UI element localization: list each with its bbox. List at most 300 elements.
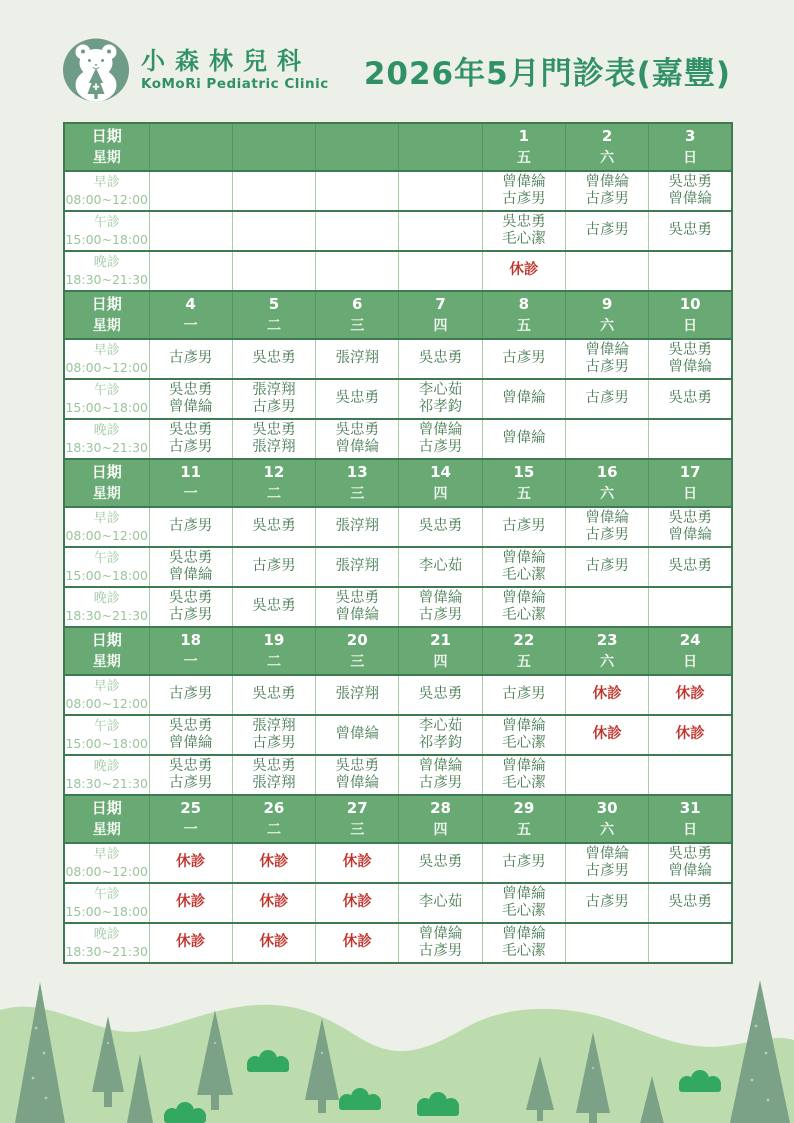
session-name: 午診 <box>93 383 120 398</box>
doctor-slot-cell <box>399 843 482 883</box>
date-number: 8 <box>518 295 530 313</box>
weekday-name: 一 <box>183 654 198 670</box>
day-header-cell <box>399 123 482 171</box>
doctor-slot-cell <box>482 843 565 883</box>
weekday-name: 二 <box>266 318 281 334</box>
week-2-session-row-3 <box>64 419 732 459</box>
session-time-label <box>64 923 149 963</box>
weekday-name: 日 <box>683 150 698 166</box>
session-time-label <box>64 587 149 627</box>
doctor-slot-cell <box>649 507 732 547</box>
forest-footer-illustration <box>0 958 794 1123</box>
doctor-name: 毛心潔 <box>502 567 546 583</box>
doctor-slot-cell <box>316 547 399 587</box>
doctor-slot-cell <box>316 339 399 379</box>
week-4-session-row-1 <box>64 675 732 715</box>
doctor-slot-cell <box>482 379 565 419</box>
date-number: 21 <box>430 631 451 649</box>
empty-slot-cell <box>649 923 732 963</box>
doctor-name: 曾偉綸 <box>668 527 712 543</box>
doctor-name: 張淳翔 <box>252 717 296 734</box>
doctor-slot-cell <box>649 339 732 379</box>
doctor-name: 李心茹 <box>418 381 463 398</box>
doctor-slot-cell <box>482 171 565 211</box>
date-number: 9 <box>601 295 613 313</box>
week-1-session-row-2 <box>64 211 732 251</box>
closed-slot-cell: 休診 <box>316 883 399 923</box>
doctor-name: 曾偉綸 <box>502 717 546 734</box>
session-time-range: 15:00~18:00 <box>65 232 149 247</box>
date-number: 22 <box>513 631 535 649</box>
date-number: 31 <box>679 799 701 817</box>
doctor-name: 曾偉綸 <box>418 421 463 438</box>
doctor-name: 李心茹 <box>418 894 463 911</box>
session-time-range: 15:00~18:00 <box>65 736 149 751</box>
doctor-name: 吳忠勇 <box>668 558 712 575</box>
doctor-name: 曾偉綸 <box>585 509 629 526</box>
doctor-slot-cell <box>149 587 232 627</box>
doctor-name: 吳忠勇 <box>418 518 463 535</box>
empty-slot-cell <box>565 755 648 795</box>
hills-shape <box>0 1005 794 1123</box>
date-weekday-label-cell <box>64 123 149 171</box>
doctor-slot-cell <box>232 379 315 419</box>
day-header-cell <box>482 459 565 507</box>
doctor-slot-cell <box>482 339 565 379</box>
doctor-slot-cell <box>232 339 315 379</box>
closed-slot-cell: 休診 <box>565 675 648 715</box>
doctor-name: 古彥男 <box>168 775 213 791</box>
doctor-name: 吳忠勇 <box>335 421 379 438</box>
doctor-slot-cell <box>316 379 399 419</box>
doctor-slot-cell <box>232 547 315 587</box>
day-header-cell <box>649 459 732 507</box>
session-name: 早診 <box>93 679 120 694</box>
doctor-name: 李心茹 <box>418 717 463 734</box>
doctor-slot-cell <box>565 379 648 419</box>
doctor-name: 曾偉綸 <box>502 549 546 566</box>
doctor-slot-cell <box>565 547 648 587</box>
week-5-header-row <box>64 795 732 843</box>
doctor-slot-cell <box>316 715 399 755</box>
week-2-session-row-1 <box>64 339 732 379</box>
doctor-name: 毛心潔 <box>502 943 546 959</box>
session-time-range: 08:00~12:00 <box>65 192 149 207</box>
date-number: 4 <box>185 295 196 313</box>
session-name: 晚診 <box>93 759 120 774</box>
doctor-slot-cell <box>482 547 565 587</box>
doctor-name: 張淳翔 <box>252 439 296 455</box>
date-weekday-label-cell <box>64 459 149 507</box>
day-header-cell <box>482 291 565 339</box>
weekday-name: 三 <box>350 486 365 502</box>
doctor-name: 吳忠勇 <box>502 213 546 230</box>
weekday-name: 四 <box>433 318 448 334</box>
session-time-range: 15:00~18:00 <box>65 904 149 919</box>
weekday-name: 日 <box>683 486 698 502</box>
session-time-range: 18:30~21:30 <box>65 440 149 455</box>
day-header-cell <box>565 459 648 507</box>
doctor-name: 吳忠勇 <box>252 350 296 367</box>
doctor-slot-cell <box>399 507 482 547</box>
weekday-name: 四 <box>433 654 448 670</box>
doctor-slot-cell <box>482 923 565 963</box>
weekday-name: 一 <box>183 318 198 334</box>
doctor-name: 吳忠勇 <box>168 717 213 734</box>
weekday-label: 星期 <box>92 150 121 166</box>
doctor-name: 古彥男 <box>585 191 629 207</box>
doctor-name: 張淳翔 <box>252 381 296 398</box>
date-label: 日期 <box>91 799 122 817</box>
session-time-label <box>64 675 149 715</box>
doctor-slot-cell <box>649 171 732 211</box>
day-header-cell <box>565 627 648 675</box>
date-number: 2 <box>601 127 613 145</box>
doctor-name: 曾偉綸 <box>668 359 712 375</box>
doctor-name: 吳忠勇 <box>668 509 712 526</box>
doctor-name: 吳忠勇 <box>668 894 712 911</box>
empty-slot-cell <box>149 251 232 291</box>
doctor-name: 曾偉綸 <box>502 390 546 407</box>
doctor-name: 曾偉綸 <box>335 607 379 623</box>
weekday-name: 三 <box>350 654 365 670</box>
weekday-name: 三 <box>350 822 365 838</box>
closed-slot-cell: 休診 <box>149 883 232 923</box>
doctor-name: 曾偉綸 <box>502 885 546 902</box>
doctor-name: 曾偉綸 <box>668 191 712 207</box>
closed-slot-cell: 休診 <box>149 923 232 963</box>
date-number: 29 <box>513 799 535 817</box>
doctor-slot-cell <box>316 675 399 715</box>
session-time-range: 15:00~18:00 <box>65 400 149 415</box>
doctor-name: 吳忠勇 <box>335 757 379 774</box>
date-number: 1 <box>518 127 530 145</box>
weekday-name: 五 <box>516 150 531 166</box>
session-time-range: 08:00~12:00 <box>65 864 149 879</box>
doctor-name: 曾偉綸 <box>418 925 463 942</box>
empty-slot-cell <box>399 171 482 211</box>
doctor-slot-cell <box>232 715 315 755</box>
doctor-name: 曾偉綸 <box>335 726 379 743</box>
session-time-range: 18:30~21:30 <box>65 776 149 791</box>
doctor-name: 毛心潔 <box>502 735 546 751</box>
closed-slot-cell: 休診 <box>482 251 565 291</box>
doctor-slot-cell <box>649 883 732 923</box>
session-name: 午診 <box>93 215 120 230</box>
doctor-slot-cell <box>316 419 399 459</box>
week-3-header-row <box>64 459 732 507</box>
doctor-slot-cell <box>399 339 482 379</box>
date-number: 7 <box>435 295 446 313</box>
week-1-session-row-1 <box>64 171 732 211</box>
weekday-name: 一 <box>183 822 198 838</box>
date-label: 日期 <box>91 463 122 481</box>
doctor-name: 吳忠勇 <box>668 390 712 407</box>
doctor-name: 古彥男 <box>168 350 213 367</box>
day-header-cell <box>316 627 399 675</box>
week-5-session-row-2 <box>64 883 732 923</box>
weekday-name: 五 <box>516 654 531 670</box>
doctor-name: 李心茹 <box>418 558 463 575</box>
doctor-name: 古彥男 <box>502 518 546 535</box>
doctor-name: 古彥男 <box>585 222 629 239</box>
doctor-name: 吳忠勇 <box>168 757 213 774</box>
doctor-slot-cell <box>565 171 648 211</box>
day-header-cell <box>232 123 315 171</box>
date-number: 27 <box>346 799 368 817</box>
doctor-name: 古彥男 <box>585 359 629 375</box>
weekday-label: 星期 <box>92 318 121 334</box>
doctor-name: 張淳翔 <box>335 686 379 703</box>
week-4-session-row-3 <box>64 755 732 795</box>
doctor-slot-cell <box>232 675 315 715</box>
doctor-slot-cell <box>482 715 565 755</box>
empty-slot-cell <box>316 211 399 251</box>
doctor-name: 曾偉綸 <box>502 173 546 190</box>
doctor-slot-cell <box>565 211 648 251</box>
doctor-name: 張淳翔 <box>335 350 379 367</box>
empty-slot-cell <box>316 251 399 291</box>
doctor-slot-cell <box>649 547 732 587</box>
empty-slot-cell <box>232 171 315 211</box>
doctor-name: 曾偉綸 <box>585 341 629 358</box>
week-5-session-row-1 <box>64 843 732 883</box>
empty-slot-cell <box>649 755 732 795</box>
session-time-label <box>64 547 149 587</box>
doctor-name: 祁孝鈞 <box>418 735 463 751</box>
date-number: 19 <box>263 631 285 649</box>
doctor-name: 毛心潔 <box>502 775 546 791</box>
date-number: 24 <box>679 631 701 649</box>
closed-slot-cell: 休診 <box>232 843 315 883</box>
day-header-cell <box>399 291 482 339</box>
doctor-slot-cell <box>316 755 399 795</box>
weekday-label: 星期 <box>92 486 121 502</box>
empty-slot-cell <box>399 211 482 251</box>
session-time-range: 18:30~21:30 <box>65 608 149 623</box>
weekday-label: 星期 <box>92 822 121 838</box>
schedule-table <box>63 122 733 964</box>
doctor-name: 曾偉綸 <box>168 735 213 751</box>
week-4-header-row <box>64 627 732 675</box>
weekday-name: 六 <box>600 150 615 166</box>
day-header-cell <box>565 795 648 843</box>
day-header-cell <box>649 627 732 675</box>
empty-slot-cell <box>649 251 732 291</box>
session-time-label <box>64 379 149 419</box>
session-name: 晚診 <box>93 927 120 942</box>
session-time-label <box>64 755 149 795</box>
session-time-label <box>64 251 149 291</box>
doctor-slot-cell <box>149 339 232 379</box>
closed-slot-cell: 休診 <box>232 923 315 963</box>
doctor-name: 吳忠勇 <box>668 845 712 862</box>
closed-slot-cell: 休診 <box>565 715 648 755</box>
doctor-name: 吳忠勇 <box>668 341 712 358</box>
closed-slot-cell: 休診 <box>649 675 732 715</box>
date-number: 20 <box>346 631 368 649</box>
week-3-session-row-2 <box>64 547 732 587</box>
doctor-name: 古彥男 <box>418 943 463 959</box>
session-name: 早診 <box>93 175 120 190</box>
day-header-cell <box>565 123 648 171</box>
doctor-name: 古彥男 <box>252 735 296 751</box>
empty-slot-cell <box>565 251 648 291</box>
weekday-name: 日 <box>683 654 698 670</box>
session-time-range: 08:00~12:00 <box>65 696 149 711</box>
session-time-label <box>64 419 149 459</box>
doctor-name: 曾偉綸 <box>335 775 379 791</box>
day-header-cell <box>232 795 315 843</box>
doctor-name: 吳忠勇 <box>335 390 379 407</box>
empty-slot-cell <box>565 923 648 963</box>
doctor-slot-cell <box>565 339 648 379</box>
date-label: 日期 <box>91 631 122 649</box>
day-header-cell <box>149 123 232 171</box>
day-header-cell <box>482 123 565 171</box>
weekday-name: 六 <box>600 318 615 334</box>
day-header-cell <box>482 795 565 843</box>
day-header-cell <box>649 795 732 843</box>
doctor-name: 吳忠勇 <box>252 518 296 535</box>
doctor-name: 吳忠勇 <box>418 686 463 703</box>
doctor-slot-cell <box>232 419 315 459</box>
doctor-name: 張淳翔 <box>252 775 296 791</box>
doctor-slot-cell <box>565 883 648 923</box>
date-weekday-label-cell <box>64 795 149 843</box>
doctor-slot-cell <box>149 547 232 587</box>
day-header-cell <box>149 627 232 675</box>
date-number: 28 <box>430 799 451 817</box>
day-header-cell <box>565 291 648 339</box>
doctor-name: 曾偉綸 <box>502 757 546 774</box>
day-header-cell <box>316 795 399 843</box>
closed-slot-cell: 休診 <box>316 923 399 963</box>
session-name: 早診 <box>93 847 120 862</box>
doctor-name: 曾偉綸 <box>502 589 546 606</box>
session-time-range: 15:00~18:00 <box>65 568 149 583</box>
date-number: 15 <box>513 463 535 481</box>
session-time-label <box>64 171 149 211</box>
doctor-name: 張淳翔 <box>335 518 379 535</box>
doctor-slot-cell <box>149 755 232 795</box>
weekday-name: 五 <box>516 318 531 334</box>
doctor-slot-cell <box>482 419 565 459</box>
date-number: 25 <box>180 799 202 817</box>
weekday-name: 一 <box>183 486 198 502</box>
doctor-slot-cell <box>399 547 482 587</box>
doctor-name: 吳忠勇 <box>418 854 463 871</box>
session-time-range: 18:30~21:30 <box>65 272 149 287</box>
doctor-slot-cell <box>399 379 482 419</box>
closed-slot-cell: 休診 <box>316 843 399 883</box>
date-number: 12 <box>263 463 285 481</box>
date-number: 30 <box>596 799 618 817</box>
clinic-names <box>141 48 329 92</box>
doctor-slot-cell <box>149 675 232 715</box>
empty-slot-cell <box>565 587 648 627</box>
weekday-name: 二 <box>266 654 281 670</box>
day-header-cell <box>149 795 232 843</box>
day-header-cell <box>232 291 315 339</box>
doctor-name: 曾偉綸 <box>418 589 463 606</box>
doctor-slot-cell <box>316 507 399 547</box>
doctor-name: 古彥男 <box>168 607 213 623</box>
doctor-slot-cell <box>482 755 565 795</box>
weekday-name: 五 <box>516 822 531 838</box>
week-4-session-row-2 <box>64 715 732 755</box>
session-time-label <box>64 339 149 379</box>
doctor-slot-cell <box>565 507 648 547</box>
doctor-slot-cell <box>399 923 482 963</box>
doctor-slot-cell <box>232 507 315 547</box>
doctor-slot-cell <box>232 755 315 795</box>
weekday-name: 二 <box>266 822 281 838</box>
doctor-name: 吳忠勇 <box>252 686 296 703</box>
page-header <box>63 34 731 106</box>
doctor-name: 古彥男 <box>418 439 463 455</box>
doctor-slot-cell <box>399 755 482 795</box>
doctor-slot-cell <box>482 587 565 627</box>
doctor-name: 毛心潔 <box>502 607 546 623</box>
doctor-slot-cell <box>149 419 232 459</box>
doctor-name: 古彥男 <box>502 191 546 207</box>
date-number: 13 <box>346 463 368 481</box>
doctor-slot-cell <box>149 379 232 419</box>
session-time-range: 08:00~12:00 <box>65 360 149 375</box>
week-1-header-row <box>64 123 732 171</box>
doctor-name: 古彥男 <box>252 399 296 415</box>
day-header-cell <box>399 795 482 843</box>
date-number: 17 <box>679 463 701 481</box>
date-number: 5 <box>268 295 280 313</box>
doctor-name: 古彥男 <box>585 894 629 911</box>
day-header-cell <box>232 459 315 507</box>
weekday-label: 星期 <box>92 654 121 670</box>
day-header-cell <box>149 459 232 507</box>
week-1-session-row-3 <box>64 251 732 291</box>
doctor-name: 古彥男 <box>585 558 629 575</box>
doctor-slot-cell <box>482 883 565 923</box>
doctor-name: 古彥男 <box>502 854 546 871</box>
doctor-slot-cell <box>149 715 232 755</box>
day-header-cell <box>649 123 732 171</box>
date-number: 16 <box>596 463 618 481</box>
clinic-name-en: KoMoRi Pediatric Clinic <box>141 76 329 93</box>
week-2-header-row <box>64 291 732 339</box>
doctor-slot-cell <box>482 675 565 715</box>
weekday-name: 日 <box>683 318 698 334</box>
doctor-slot-cell <box>482 211 565 251</box>
doctor-name: 曾偉綸 <box>335 439 379 455</box>
doctor-name: 吳忠勇 <box>252 421 296 438</box>
doctor-name: 古彥男 <box>502 686 546 703</box>
doctor-name: 吳忠勇 <box>168 589 213 606</box>
doctor-name: 古彥男 <box>168 439 213 455</box>
doctor-name: 曾偉綸 <box>502 925 546 942</box>
day-header-cell <box>399 459 482 507</box>
session-time-label <box>64 715 149 755</box>
doctor-slot-cell <box>649 843 732 883</box>
empty-slot-cell <box>316 171 399 211</box>
session-time-label <box>64 211 149 251</box>
doctor-name: 張淳翔 <box>335 558 379 575</box>
week-2-session-row-2 <box>64 379 732 419</box>
week-3-session-row-1 <box>64 507 732 547</box>
weekday-name: 六 <box>600 486 615 502</box>
doctor-slot-cell <box>399 587 482 627</box>
session-time-range: 18:30~21:30 <box>65 944 149 959</box>
